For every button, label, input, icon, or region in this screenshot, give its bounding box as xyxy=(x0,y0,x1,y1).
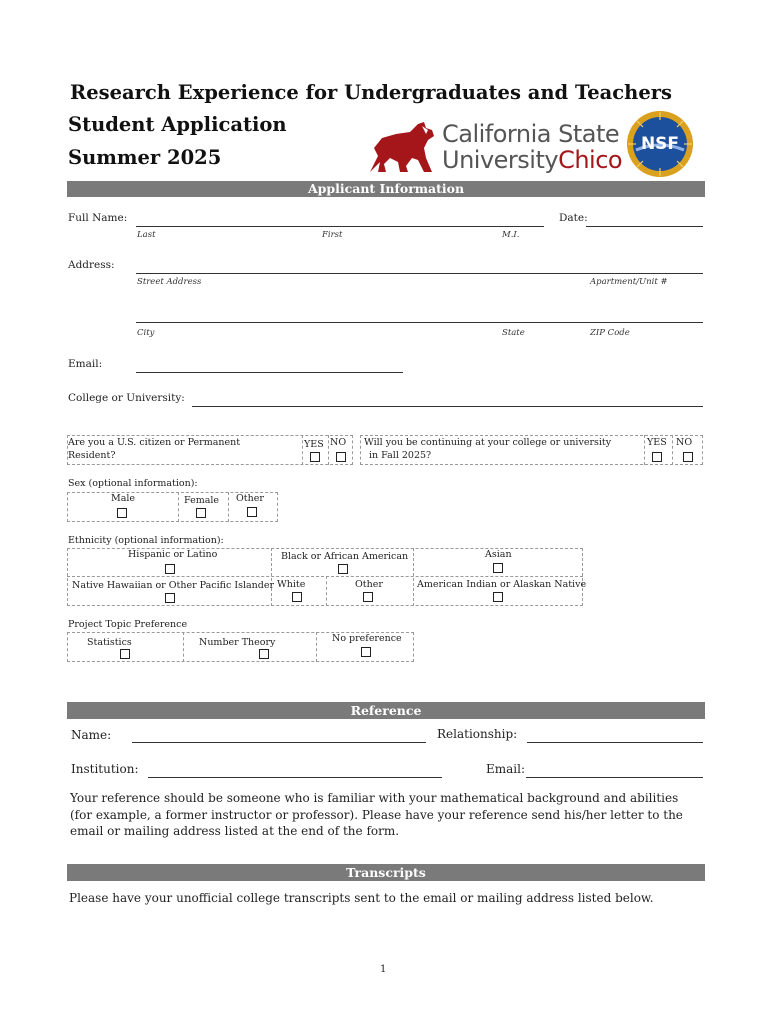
continuing-yes-checkbox[interactable] xyxy=(652,452,662,462)
college-field[interactable] xyxy=(192,406,703,407)
sex-label: Sex (optional information): xyxy=(68,478,198,489)
nsf-logo xyxy=(626,110,694,178)
street-address-field[interactable] xyxy=(136,273,703,274)
ethnicity-american-indian-checkbox[interactable] xyxy=(493,592,503,602)
mi-caption: M.I. xyxy=(502,230,520,240)
reference-name-field[interactable] xyxy=(132,742,426,743)
ethnicity-option-asian: Asian xyxy=(485,549,512,560)
sex-male-checkbox[interactable] xyxy=(117,508,127,518)
project-topic-label: Project Topic Preference xyxy=(68,619,188,630)
project-statistics-checkbox[interactable] xyxy=(120,649,130,659)
ethnicity-option-black: Black or African American xyxy=(281,551,409,562)
college-label: College or University: xyxy=(68,392,185,404)
street-address-caption: Street Address xyxy=(137,277,202,287)
continuing-no-label: NO xyxy=(676,437,693,448)
date-label: Date: xyxy=(559,212,588,224)
reference-relationship-label: Relationship: xyxy=(437,727,518,741)
email-label: Email: xyxy=(68,358,103,370)
reference-email-label: Email: xyxy=(486,762,526,776)
ethnicity-white-checkbox[interactable] xyxy=(292,592,302,602)
ethnicity-option-american-indian: American Indian or Alaskan Native xyxy=(417,579,587,590)
ethnicity-option-hawaiian: Native Hawaiian or Other Pacific Islander xyxy=(72,580,275,591)
wildcat-icon xyxy=(366,118,438,176)
project-option-statistics: Statistics xyxy=(87,637,132,648)
city-state-zip-field[interactable] xyxy=(136,322,703,323)
continuing-question-line2: in Fall 2025? xyxy=(369,450,432,461)
address-label: Address: xyxy=(68,259,115,271)
reference-institution-field[interactable] xyxy=(148,777,442,778)
project-no-preference-checkbox[interactable] xyxy=(361,647,371,657)
citizen-no-label: NO xyxy=(330,437,347,448)
citizen-question xyxy=(68,436,240,462)
divider xyxy=(271,548,272,606)
csu-logo-university: University xyxy=(442,146,559,174)
section-transcripts: Transcripts xyxy=(67,864,705,881)
full-name-label: Full Name: xyxy=(68,212,128,224)
divider xyxy=(228,492,229,522)
sex-other-checkbox[interactable] xyxy=(247,507,257,517)
ethnicity-hispanic-checkbox[interactable] xyxy=(165,564,175,574)
divider xyxy=(644,435,645,465)
csu-logo-line1: California State xyxy=(442,120,620,148)
reference-instructions: Your reference should be someone who is familiar with your mathematical background and abilities (for example, a former instructor or professor). Please have your reference send his/her letter to the email or mailing address listed at the end of the form. xyxy=(70,791,683,838)
section-applicant-info: Applicant Information xyxy=(67,181,705,197)
continuing-yes-label: YES xyxy=(647,437,667,448)
citizen-question-line2: Resident? xyxy=(68,450,116,461)
form-subtitle: Student Application xyxy=(68,113,287,136)
reference-name-label: Name: xyxy=(71,728,112,742)
citizen-no-checkbox[interactable] xyxy=(336,452,346,462)
project-number-theory-checkbox[interactable] xyxy=(259,649,269,659)
ethnicity-asian-checkbox[interactable] xyxy=(493,563,503,573)
divider xyxy=(316,632,317,662)
citizen-question-line1: Are you a U.S. citizen or Permanent xyxy=(68,437,241,448)
divider xyxy=(178,492,179,522)
ethnicity-other-checkbox[interactable] xyxy=(363,592,373,602)
section-reference: Reference xyxy=(67,702,705,719)
ethnicity-option-hispanic: Hispanic or Latino xyxy=(128,549,218,560)
csu-logo-chico: Chico xyxy=(558,146,623,174)
ethnicity-option-white: White xyxy=(277,579,306,590)
project-option-number-theory: Number Theory xyxy=(199,637,276,648)
reference-institution-label: Institution: xyxy=(71,762,139,776)
divider xyxy=(326,576,327,606)
sex-option-other: Other xyxy=(236,493,264,504)
continuing-question xyxy=(364,436,611,462)
reference-relationship-field[interactable] xyxy=(527,742,703,743)
ethnicity-label: Ethnicity (optional information): xyxy=(68,535,224,546)
form-title: Research Experience for Undergraduates and Teachers xyxy=(70,81,672,104)
divider xyxy=(67,576,583,577)
csu-chico-logo xyxy=(366,118,623,178)
divider xyxy=(183,632,184,662)
citizen-yes-label: YES xyxy=(304,439,324,450)
divider xyxy=(328,435,329,465)
date-field[interactable] xyxy=(586,226,703,227)
divider xyxy=(302,435,303,465)
continuing-no-checkbox[interactable] xyxy=(683,452,693,462)
transcripts-instructions: Please have your unofficial college transcripts sent to the email or mailing address listed below. xyxy=(69,891,654,905)
sex-option-female: Female xyxy=(184,495,220,506)
citizen-yes-checkbox[interactable] xyxy=(310,452,320,462)
divider xyxy=(672,435,673,465)
sex-female-checkbox[interactable] xyxy=(196,508,206,518)
project-option-no-preference: No preference xyxy=(332,633,402,644)
last-name-caption: Last xyxy=(137,230,156,240)
sex-option-male: Male xyxy=(111,493,136,504)
form-term: Summer 2025 xyxy=(68,146,222,169)
nsf-logo-text: NSF xyxy=(640,134,680,154)
ethnicity-black-checkbox[interactable] xyxy=(338,564,348,574)
first-name-caption: First xyxy=(322,230,343,240)
csu-logo-line2 xyxy=(442,146,622,174)
apt-unit-caption: Apartment/Unit # xyxy=(590,277,668,287)
continuing-question-line1: Will you be continuing at your college or university xyxy=(364,437,612,448)
ethnicity-hawaiian-checkbox[interactable] xyxy=(165,593,175,603)
full-name-field[interactable] xyxy=(136,226,544,227)
city-caption: City xyxy=(137,328,155,338)
reference-email-field[interactable] xyxy=(526,777,703,778)
ethnicity-option-other: Other xyxy=(355,579,383,590)
email-field[interactable] xyxy=(136,372,403,373)
state-caption: State xyxy=(502,328,525,338)
page-number: 1 xyxy=(380,964,387,975)
zip-caption: ZIP Code xyxy=(590,328,630,338)
divider xyxy=(413,548,414,606)
